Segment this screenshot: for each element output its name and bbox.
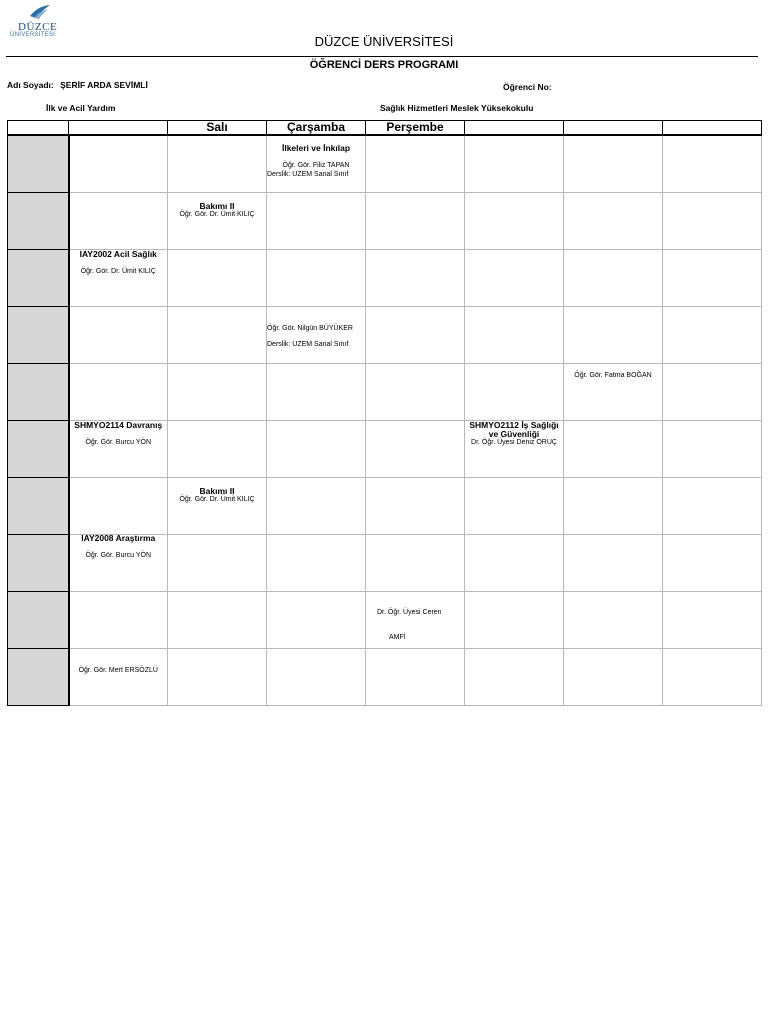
schedule-cell: [267, 535, 366, 592]
student-program: İlk ve Acil Yardım: [46, 103, 116, 113]
instructor-name: Öğr. Gör. Filiz TAPAN: [282, 162, 350, 169]
schedule-cell: [168, 135, 267, 193]
schedule-cell: [465, 135, 564, 193]
schedule-cell: [168, 478, 267, 535]
document-subtitle: ÖĞRENCİ DERS PROGRAMI: [309, 59, 459, 71]
schedule-table: [7, 120, 762, 706]
time-cell: [8, 592, 69, 649]
instructor-name: Öğr. Gör. Nilgün BÜYÜKER: [267, 325, 353, 332]
schedule-cell: [267, 592, 366, 649]
student-name-value: ŞERİF ARDA SEVİMLİ: [60, 80, 148, 90]
schedule-cell: [366, 592, 465, 649]
header-divider: [6, 56, 758, 57]
schedule-cell: [663, 592, 762, 649]
header-row: [8, 121, 762, 136]
logo-text-line1: DÜZCE: [18, 21, 58, 33]
instructor-name: Öğr. Gör. Burcu YÖN: [85, 552, 152, 559]
logo-text-line2: ÜNİVERSİTESİ: [10, 32, 56, 38]
header-cell-col1: [69, 121, 168, 136]
schedule-cell: [168, 193, 267, 250]
instructor-name: Öğr. Gör. Dr. Ümit KILIÇ: [179, 211, 255, 218]
schedule-cell: [168, 421, 267, 478]
schedule-cell: [69, 592, 168, 649]
course-name: Bakımı II: [199, 201, 235, 211]
table-row: [8, 421, 762, 478]
schedule-cell: [564, 250, 663, 307]
schedule-cell: [465, 421, 564, 478]
schedule-cell: [465, 250, 564, 307]
schedule-cell: [366, 193, 465, 250]
schedule-cell: [465, 535, 564, 592]
schedule-cell: [465, 364, 564, 421]
table-row: [8, 250, 762, 307]
schedule-cell: [168, 535, 267, 592]
table-row: [8, 649, 762, 706]
schedule-cell: [69, 250, 168, 307]
course-name: SHMYO2112 İş Sağlığı: [469, 420, 559, 430]
header-cell-carsamba: Çarşamba: [267, 121, 366, 136]
schedule-cell: [168, 364, 267, 421]
university-title: DÜZCE ÜNİVERSİTESİ: [314, 34, 454, 49]
schedule-cell: [267, 421, 366, 478]
instructor-name: Öğr. Gör. Fatma BOĞAN: [574, 372, 652, 379]
schedule-cell: [465, 592, 564, 649]
schedule-cell: [366, 478, 465, 535]
student-name-row: [7, 80, 148, 90]
schedule-cell: [663, 421, 762, 478]
classroom: Derslik: UZEM Sanal Sınıf: [267, 171, 349, 178]
schedule-cell: [168, 592, 267, 649]
schedule-cell: [69, 307, 168, 364]
instructor-name: Öğr. Gör. Burcu YÖN: [85, 439, 152, 446]
time-cell: [8, 421, 69, 478]
schedule-cell: [366, 421, 465, 478]
schedule-cell: [564, 592, 663, 649]
schedule-cell: [564, 364, 663, 421]
instructor-name: Dr. Öğr. Üyesi Deniz ORUÇ: [471, 439, 557, 446]
logo-mark-icon: [28, 4, 52, 20]
time-cell: [8, 135, 69, 193]
header-cell-persembe: Perşembe: [366, 121, 465, 136]
schedule-cell: [69, 364, 168, 421]
time-cell: [8, 193, 69, 250]
schedule-cell: [267, 649, 366, 706]
course-name: IAY2002 Acil Sağlık: [79, 249, 157, 259]
schedule-cell: [69, 421, 168, 478]
schedule-cell: [366, 307, 465, 364]
schedule-cell: [663, 250, 762, 307]
schedule-cell: [366, 649, 465, 706]
time-cell: [8, 364, 69, 421]
course-name: İlkeleri ve İnkılap: [281, 143, 351, 153]
time-cell: [8, 307, 69, 364]
course-name: IAY2008 Araştırma: [81, 533, 156, 543]
header-cell-time: [8, 121, 69, 136]
student-number-label: Öğrenci No:: [503, 82, 552, 92]
schedule-cell: [663, 193, 762, 250]
schedule-cell: [69, 649, 168, 706]
schedule-cell: [267, 478, 366, 535]
schedule-cell: [564, 649, 663, 706]
schedule-cell: [267, 364, 366, 421]
schedule-cell: [564, 421, 663, 478]
classroom: AMFİ: [389, 634, 406, 641]
table-row: [8, 307, 762, 364]
header-cell-col7: [663, 121, 762, 136]
classroom: Derslik: UZEM Sanal Sınıf: [267, 341, 349, 348]
schedule-cell: [69, 478, 168, 535]
course-name-line2: ve Güvenliği: [488, 429, 540, 439]
schedule-cell: [366, 250, 465, 307]
schedule-cell: [663, 364, 762, 421]
time-cell: [8, 478, 69, 535]
schedule-cell: [465, 193, 564, 250]
schedule-cell: [267, 250, 366, 307]
student-school: Sağlık Hizmetleri Meslek Yüksekokulu: [380, 103, 534, 113]
header-cell-col5: [465, 121, 564, 136]
time-cell: [8, 250, 69, 307]
schedule-cell: [366, 135, 465, 193]
schedule-cell: [663, 135, 762, 193]
header-cell-col6: [564, 121, 663, 136]
schedule-cell: [69, 193, 168, 250]
schedule-cell: [366, 364, 465, 421]
instructor-name: Öğr. Gör. Dr. Ümit KILIÇ: [80, 268, 156, 275]
instructor-name: Öğr. Gör. Dr. Ümit KILIÇ: [179, 496, 255, 503]
schedule-cell: [564, 135, 663, 193]
schedule-cell: [564, 478, 663, 535]
schedule-cell: [69, 535, 168, 592]
instructor-name: Dr. Öğr. Üyesi Ceren: [377, 609, 442, 616]
table-row: [8, 135, 762, 193]
table-row: [8, 592, 762, 649]
schedule-cell: [663, 307, 762, 364]
schedule-cell: [168, 649, 267, 706]
course-name: Bakımı II: [199, 486, 235, 496]
schedule-cell: [168, 250, 267, 307]
schedule-cell: [267, 193, 366, 250]
header-cell-sali: Salı: [168, 121, 267, 136]
table-row: [8, 193, 762, 250]
schedule-cell: [465, 649, 564, 706]
schedule-cell: [564, 535, 663, 592]
schedule-cell: [267, 135, 366, 193]
schedule-cell: [267, 307, 366, 364]
table-row: [8, 478, 762, 535]
schedule-cell: [564, 307, 663, 364]
schedule-cell: [465, 478, 564, 535]
schedule-cell: [366, 535, 465, 592]
student-name-label: Adı Soyadı:: [7, 80, 54, 90]
table-row: [8, 364, 762, 421]
course-name: SHMYO2114 Davranış: [74, 420, 163, 430]
schedule-cell: [564, 193, 663, 250]
schedule-cell: [168, 307, 267, 364]
schedule-cell: [69, 135, 168, 193]
schedule-cell: [663, 535, 762, 592]
table-row: [8, 535, 762, 592]
time-cell: [8, 535, 69, 592]
time-cell: [8, 649, 69, 706]
schedule-cell: [465, 307, 564, 364]
instructor-name: Öğr. Gör. Mert ERSÖZLÜ: [78, 667, 158, 674]
schedule-cell: [663, 649, 762, 706]
schedule-cell: [663, 478, 762, 535]
